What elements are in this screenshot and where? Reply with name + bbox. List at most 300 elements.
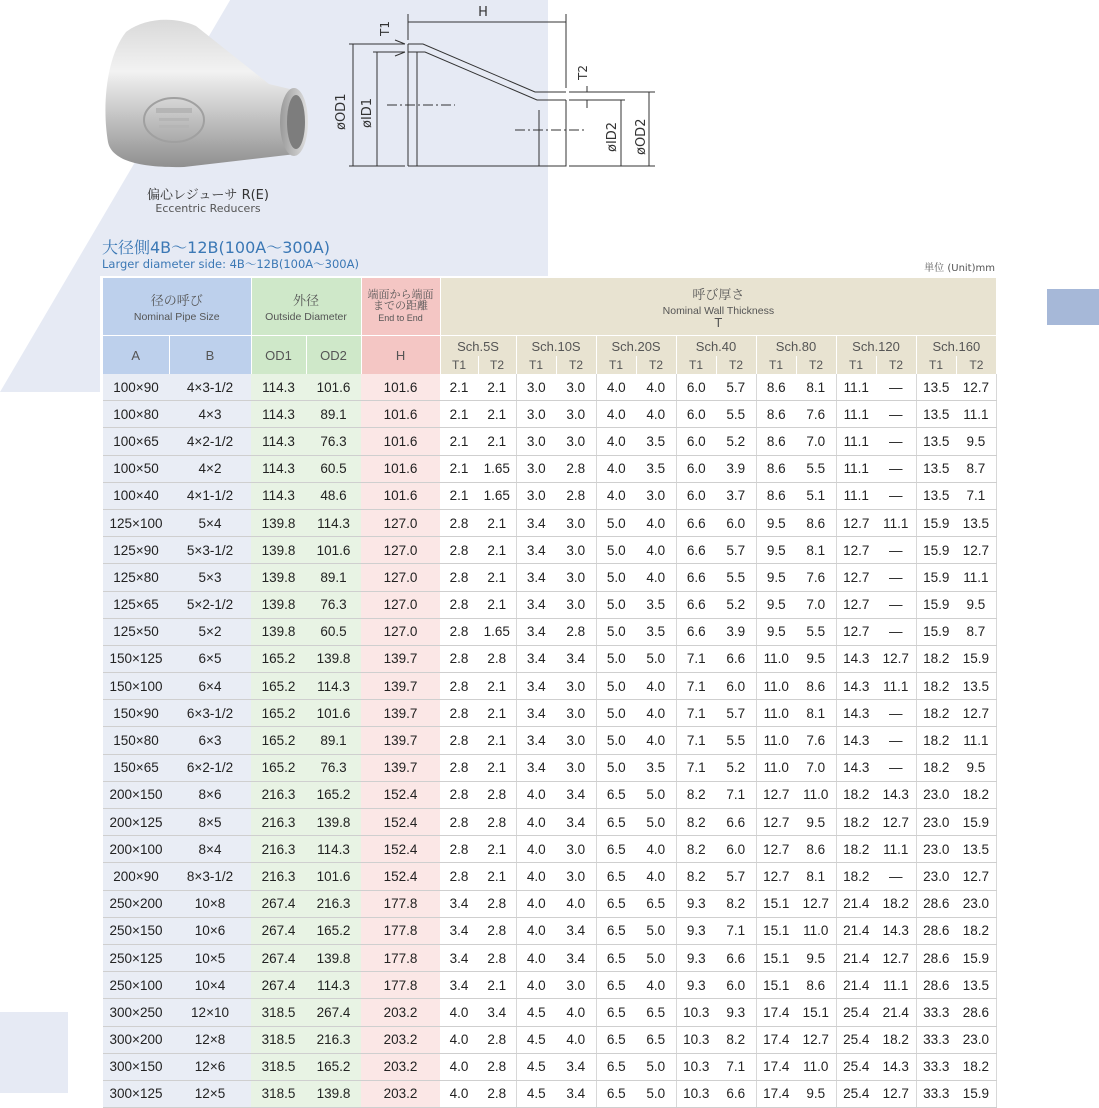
cell-wall-sch1-t2: 2.8: [556, 618, 596, 645]
cell-wall-sch3-t2: 7.1: [716, 1053, 756, 1080]
cell-h: 203.2: [361, 999, 440, 1026]
cell-wall-sch3-t1: 10.3: [676, 999, 716, 1026]
header-size-en: Nominal Pipe Size: [133, 311, 220, 323]
cell-size-a: 150×80: [103, 727, 169, 754]
cell-wall-sch2-t1: 5.0: [596, 509, 636, 536]
cell-wall-sch4-t2: 11.0: [796, 1053, 836, 1080]
cell-wall-sch3-t1: 6.6: [676, 509, 716, 536]
cell-wall-sch0-t1: 3.4: [440, 917, 478, 944]
cell-wall-sch2-t2: 4.0: [636, 836, 676, 863]
cell-size-a: 125×65: [103, 591, 169, 618]
cell-wall-sch0-t1: 2.8: [440, 836, 478, 863]
cell-size-b: 12×6: [169, 1053, 251, 1080]
cell-wall-sch0-t2: 2.8: [478, 944, 516, 971]
cell-wall-sch6-t1: 28.6: [916, 890, 956, 917]
cell-size-b: 10×5: [169, 944, 251, 971]
cell-wall-sch3-t1: 9.3: [676, 917, 716, 944]
product-caption-jp: 偏心レジューサ R(E): [147, 188, 269, 203]
cell-h: 152.4: [361, 781, 440, 808]
cell-od2: 139.8: [306, 809, 361, 836]
cell-wall-sch5-t2: 12.7: [876, 944, 916, 971]
cell-wall-sch0-t2: 3.4: [478, 999, 516, 1026]
cell-wall-sch6-t2: 15.9: [956, 944, 996, 971]
cell-wall-sch1-t2: 3.0: [556, 863, 596, 890]
cell-wall-sch5-t2: —: [876, 455, 916, 482]
cell-wall-sch6-t1: 28.6: [916, 944, 956, 971]
cell-wall-sch6-t2: 11.1: [956, 564, 996, 591]
table-row: [103, 944, 996, 971]
cell-od2: 165.2: [306, 917, 361, 944]
cell-wall-sch0-t1: 4.0: [440, 1026, 478, 1053]
cell-wall-sch3-t2: 5.7: [716, 374, 756, 401]
cell-wall-sch0-t1: 2.8: [440, 809, 478, 836]
cell-wall-sch4-t2: 8.1: [796, 700, 836, 727]
cell-wall-sch2-t2: 4.0: [636, 673, 676, 700]
cell-od1: 165.2: [251, 727, 306, 754]
table-row: [103, 1053, 996, 1080]
cell-wall-sch6-t1: 13.5: [916, 401, 956, 428]
cell-wall-sch2-t1: 6.5: [596, 1026, 636, 1053]
cell-od1: 165.2: [251, 700, 306, 727]
cell-wall-sch5-t1: 11.1: [836, 401, 876, 428]
cell-wall-sch1-t1: 3.4: [516, 537, 556, 564]
cell-wall-sch3-t2: 8.2: [716, 890, 756, 917]
cell-wall-sch6-t1: 18.2: [916, 673, 956, 700]
cell-wall-sch0-t2: 2.1: [478, 591, 516, 618]
cell-wall-sch2-t2: 3.0: [636, 482, 676, 509]
cell-wall-sch2-t1: 5.0: [596, 537, 636, 564]
cell-h: 101.6: [361, 428, 440, 455]
header-wall-t: T: [714, 315, 723, 330]
cell-size-a: 150×125: [103, 645, 169, 672]
cell-wall-sch0-t2: 2.1: [478, 374, 516, 401]
table-row: [103, 809, 996, 836]
cell-wall-sch3-t1: 8.2: [676, 781, 716, 808]
cell-wall-sch3-t2: 5.5: [716, 727, 756, 754]
section-title-en: Larger diameter side: 4B～12B(100A～300A): [102, 257, 359, 271]
cell-wall-sch4-t1: 9.5: [756, 618, 796, 645]
cell-wall-sch4-t1: 8.6: [756, 401, 796, 428]
cell-wall-sch5-t1: 25.4: [836, 1053, 876, 1080]
header-sch-5s: Sch.5S: [440, 336, 516, 357]
cell-wall-sch4-t2: 9.5: [796, 809, 836, 836]
header-t1-sch-5: T1: [836, 356, 876, 374]
table-row: [103, 618, 996, 645]
cell-size-a: 150×90: [103, 700, 169, 727]
table-row: [103, 700, 996, 727]
cell-wall-sch2-t1: 6.5: [596, 836, 636, 863]
cell-od2: 114.3: [306, 509, 361, 536]
table-row: [103, 564, 996, 591]
cell-wall-sch6-t2: 12.7: [956, 863, 996, 890]
cell-od2: 114.3: [306, 673, 361, 700]
cell-wall-sch2-t1: 6.5: [596, 781, 636, 808]
cell-wall-sch1-t2: 3.4: [556, 809, 596, 836]
cell-size-b: 4×2-1/2: [169, 428, 251, 455]
table-row: [103, 401, 996, 428]
cell-h: 139.7: [361, 727, 440, 754]
cell-wall-sch4-t2: 8.1: [796, 374, 836, 401]
cell-wall-sch4-t2: 12.7: [796, 1026, 836, 1053]
header-t2-sch-2: T2: [636, 356, 676, 374]
cell-size-a: 200×90: [103, 863, 169, 890]
cell-size-b: 6×5: [169, 645, 251, 672]
cell-size-a: 150×100: [103, 673, 169, 700]
cell-od1: 165.2: [251, 645, 306, 672]
cell-wall-sch6-t2: 12.7: [956, 537, 996, 564]
cell-wall-sch5-t2: 11.1: [876, 673, 916, 700]
cell-h: 127.0: [361, 537, 440, 564]
cell-wall-sch1-t2: 3.4: [556, 944, 596, 971]
cell-size-a: 300×200: [103, 1026, 169, 1053]
cell-size-b: 10×4: [169, 972, 251, 999]
cell-size-b: 6×2-1/2: [169, 754, 251, 781]
cell-wall-sch3-t1: 6.0: [676, 455, 716, 482]
cell-wall-sch4-t1: 11.0: [756, 754, 796, 781]
cell-wall-sch5-t2: —: [876, 618, 916, 645]
header-sch-120: Sch.120: [836, 336, 916, 357]
cell-od1: 216.3: [251, 836, 306, 863]
cell-wall-sch6-t1: 13.5: [916, 482, 956, 509]
cell-h: 101.6: [361, 374, 440, 401]
cell-wall-sch4-t2: 5.5: [796, 455, 836, 482]
cell-wall-sch0-t2: 1.65: [478, 482, 516, 509]
cell-wall-sch1-t2: 4.0: [556, 890, 596, 917]
cell-size-a: 125×100: [103, 509, 169, 536]
cell-od2: 216.3: [306, 1026, 361, 1053]
cell-wall-sch4-t1: 17.4: [756, 1026, 796, 1053]
cell-wall-sch5-t2: 11.1: [876, 836, 916, 863]
header-t2-sch-3: T2: [716, 356, 756, 374]
cell-od1: 114.3: [251, 401, 306, 428]
header-sch-20s: Sch.20S: [596, 336, 676, 357]
cell-wall-sch0-t1: 2.8: [440, 781, 478, 808]
cell-od1: 114.3: [251, 428, 306, 455]
cell-wall-sch0-t1: 3.4: [440, 944, 478, 971]
cell-wall-sch0-t1: 2.8: [440, 673, 478, 700]
cell-size-b: 8×6: [169, 781, 251, 808]
cell-wall-sch6-t2: 23.0: [956, 1026, 996, 1053]
cell-wall-sch2-t1: 5.0: [596, 754, 636, 781]
cell-wall-sch1-t1: 4.0: [516, 944, 556, 971]
cell-wall-sch1-t2: 3.0: [556, 509, 596, 536]
cell-wall-sch3-t1: 9.3: [676, 890, 716, 917]
cell-od2: 76.3: [306, 428, 361, 455]
cell-wall-sch1-t1: 3.4: [516, 754, 556, 781]
cell-wall-sch2-t1: 6.5: [596, 1080, 636, 1107]
cell-wall-sch5-t2: 14.3: [876, 781, 916, 808]
cell-wall-sch0-t1: 2.8: [440, 618, 478, 645]
cell-wall-sch0-t2: 2.8: [478, 917, 516, 944]
cell-wall-sch6-t2: 8.7: [956, 618, 996, 645]
cell-size-a: 125×90: [103, 537, 169, 564]
cell-h: 139.7: [361, 673, 440, 700]
table-row: [103, 727, 996, 754]
cell-wall-sch5-t2: —: [876, 537, 916, 564]
cell-od1: 216.3: [251, 863, 306, 890]
cell-wall-sch3-t2: 5.2: [716, 754, 756, 781]
cell-wall-sch4-t2: 7.0: [796, 754, 836, 781]
cell-od2: 101.6: [306, 374, 361, 401]
cell-od2: 76.3: [306, 591, 361, 618]
cell-wall-sch1-t2: 4.0: [556, 999, 596, 1026]
header-sch-10s: Sch.10S: [516, 336, 596, 357]
cell-wall-sch4-t1: 15.1: [756, 972, 796, 999]
header-t2-sch-1: T2: [556, 356, 596, 374]
cell-wall-sch0-t2: 1.65: [478, 618, 516, 645]
cell-wall-sch4-t2: 7.6: [796, 564, 836, 591]
cell-od2: 267.4: [306, 999, 361, 1026]
cell-wall-sch0-t1: 3.4: [440, 890, 478, 917]
header-col-h: H: [361, 336, 440, 375]
cell-wall-sch1-t2: 3.4: [556, 1053, 596, 1080]
cell-wall-sch1-t2: 4.0: [556, 1026, 596, 1053]
cell-od2: 60.5: [306, 618, 361, 645]
cell-wall-sch4-t1: 9.5: [756, 591, 796, 618]
cell-wall-sch1-t2: 3.0: [556, 727, 596, 754]
header-wall-thickness: [440, 278, 996, 336]
cell-wall-sch6-t1: 15.9: [916, 618, 956, 645]
cell-wall-sch2-t2: 4.0: [636, 509, 676, 536]
cell-od1: 216.3: [251, 781, 306, 808]
cell-wall-sch2-t1: 6.5: [596, 1053, 636, 1080]
cell-wall-sch1-t1: 3.4: [516, 591, 556, 618]
cell-wall-sch6-t2: 15.9: [956, 809, 996, 836]
header-sch-80: Sch.80: [756, 336, 836, 357]
header-t1-sch-3: T1: [676, 356, 716, 374]
side-tab-marker: [1047, 289, 1099, 325]
cell-wall-sch6-t2: 15.9: [956, 645, 996, 672]
cell-wall-sch1-t2: 2.8: [556, 482, 596, 509]
cell-wall-sch5-t2: 18.2: [876, 890, 916, 917]
cell-wall-sch6-t2: 13.5: [956, 972, 996, 999]
cell-wall-sch6-t1: 23.0: [916, 836, 956, 863]
cell-wall-sch2-t2: 4.0: [636, 564, 676, 591]
cell-wall-sch3-t2: 5.7: [716, 537, 756, 564]
cell-wall-sch0-t2: 2.1: [478, 509, 516, 536]
cell-od2: 114.3: [306, 836, 361, 863]
cell-h: 127.0: [361, 564, 440, 591]
cell-wall-sch5-t1: 21.4: [836, 890, 876, 917]
cell-wall-sch0-t1: 2.1: [440, 455, 478, 482]
cell-wall-sch4-t1: 8.6: [756, 482, 796, 509]
cell-od1: 139.8: [251, 618, 306, 645]
table-row: [103, 863, 996, 890]
cell-wall-sch5-t1: 18.2: [836, 809, 876, 836]
cell-wall-sch5-t2: 18.2: [876, 1026, 916, 1053]
cell-wall-sch0-t2: 2.8: [478, 1053, 516, 1080]
cell-wall-sch0-t2: 2.1: [478, 836, 516, 863]
cell-wall-sch2-t1: 5.0: [596, 727, 636, 754]
header-wall-jp: 呼び厚さ: [692, 287, 745, 302]
cell-wall-sch1-t1: 4.0: [516, 836, 556, 863]
cell-size-a: 300×150: [103, 1053, 169, 1080]
cell-wall-sch6-t2: 28.6: [956, 999, 996, 1026]
cell-od1: 139.8: [251, 564, 306, 591]
cell-wall-sch4-t2: 9.5: [796, 1080, 836, 1107]
cell-wall-sch5-t1: 12.7: [836, 591, 876, 618]
header-t1-sch-6: T1: [916, 356, 956, 374]
cell-wall-sch4-t1: 11.0: [756, 700, 796, 727]
cell-wall-sch3-t2: 6.0: [716, 836, 756, 863]
cell-wall-sch2-t2: 3.5: [636, 754, 676, 781]
cell-wall-sch4-t2: 7.6: [796, 401, 836, 428]
cell-wall-sch2-t2: 5.0: [636, 781, 676, 808]
cell-wall-sch4-t1: 12.7: [756, 809, 796, 836]
cell-size-b: 6×3-1/2: [169, 700, 251, 727]
cell-od1: 318.5: [251, 1026, 306, 1053]
cell-wall-sch6-t2: 12.7: [956, 700, 996, 727]
cell-od2: 101.6: [306, 700, 361, 727]
cell-wall-sch3-t1: 9.3: [676, 944, 716, 971]
cell-wall-sch2-t2: 6.5: [636, 999, 676, 1026]
cell-size-a: 200×125: [103, 809, 169, 836]
cell-size-b: 4×3-1/2: [169, 374, 251, 401]
cell-wall-sch5-t1: 12.7: [836, 509, 876, 536]
cell-wall-sch3-t1: 6.0: [676, 428, 716, 455]
cell-size-b: 12×8: [169, 1026, 251, 1053]
cell-h: 152.4: [361, 863, 440, 890]
cell-wall-sch0-t1: 2.1: [440, 401, 478, 428]
cell-wall-sch6-t1: 23.0: [916, 781, 956, 808]
cell-wall-sch4-t2: 8.6: [796, 972, 836, 999]
cell-wall-sch6-t1: 15.9: [916, 509, 956, 536]
header-col-od1: OD1: [251, 336, 306, 375]
cell-wall-sch1-t2: 3.0: [556, 836, 596, 863]
cell-wall-sch5-t1: 18.2: [836, 781, 876, 808]
cell-wall-sch4-t1: 15.1: [756, 917, 796, 944]
cell-wall-sch3-t1: 10.3: [676, 1053, 716, 1080]
cell-size-b: 6×3: [169, 727, 251, 754]
cell-od1: 139.8: [251, 509, 306, 536]
table-row: [103, 890, 996, 917]
cell-size-b: 6×4: [169, 673, 251, 700]
cell-h: 177.8: [361, 944, 440, 971]
cell-wall-sch4-t2: 8.6: [796, 509, 836, 536]
header-sch-40: Sch.40: [676, 336, 756, 357]
cell-wall-sch0-t2: 2.1: [478, 754, 516, 781]
cell-wall-sch2-t2: 5.0: [636, 944, 676, 971]
cell-wall-sch3-t2: 5.7: [716, 863, 756, 890]
cell-wall-sch6-t2: 7.1: [956, 482, 996, 509]
cell-wall-sch3-t2: 6.0: [716, 972, 756, 999]
cell-wall-sch6-t2: 23.0: [956, 890, 996, 917]
cell-wall-sch2-t1: 6.5: [596, 809, 636, 836]
cell-size-b: 5×2: [169, 618, 251, 645]
cell-od2: 139.8: [306, 645, 361, 672]
cell-h: 127.0: [361, 591, 440, 618]
cell-wall-sch6-t2: 13.5: [956, 673, 996, 700]
cell-h: 139.7: [361, 645, 440, 672]
cell-h: 139.7: [361, 700, 440, 727]
cell-wall-sch2-t1: 5.0: [596, 700, 636, 727]
cell-wall-sch0-t1: 4.0: [440, 999, 478, 1026]
cell-wall-sch5-t2: 12.7: [876, 645, 916, 672]
cell-wall-sch4-t2: 12.7: [796, 890, 836, 917]
dim-od2-label: øOD2: [634, 118, 649, 155]
cell-h: 139.7: [361, 754, 440, 781]
cell-od1: 267.4: [251, 972, 306, 999]
cell-wall-sch4-t2: 11.0: [796, 917, 836, 944]
cell-wall-sch3-t2: 5.2: [716, 591, 756, 618]
cell-wall-sch6-t2: 13.5: [956, 509, 996, 536]
table-row: [103, 591, 996, 618]
table-row: [103, 455, 996, 482]
cell-wall-sch5-t1: 18.2: [836, 836, 876, 863]
cell-wall-sch6-t1: 23.0: [916, 863, 956, 890]
cell-wall-sch3-t2: 5.5: [716, 401, 756, 428]
cell-wall-sch1-t1: 3.4: [516, 645, 556, 672]
cell-od2: 139.8: [306, 1080, 361, 1107]
cell-wall-sch6-t1: 13.5: [916, 374, 956, 401]
cell-size-b: 8×4: [169, 836, 251, 863]
cell-wall-sch3-t1: 6.6: [676, 537, 716, 564]
cell-od2: 216.3: [306, 890, 361, 917]
section-title-jp: 大径側4B～12B(100A～300A): [102, 238, 330, 257]
cell-size-b: 5×3: [169, 564, 251, 591]
dim-t2-label: T2: [576, 65, 590, 80]
cell-wall-sch5-t2: —: [876, 482, 916, 509]
cell-wall-sch2-t2: 4.0: [636, 374, 676, 401]
cell-size-b: 5×2-1/2: [169, 591, 251, 618]
cell-h: 203.2: [361, 1026, 440, 1053]
cell-size-b: 4×3: [169, 401, 251, 428]
cell-wall-sch0-t1: 4.0: [440, 1053, 478, 1080]
cell-wall-sch6-t2: 9.5: [956, 591, 996, 618]
cell-wall-sch0-t2: 2.8: [478, 645, 516, 672]
cell-wall-sch4-t1: 12.7: [756, 836, 796, 863]
cell-wall-sch6-t2: 11.1: [956, 727, 996, 754]
cell-wall-sch5-t1: 12.7: [836, 564, 876, 591]
cell-od2: 60.5: [306, 455, 361, 482]
cell-wall-sch1-t1: 3.0: [516, 374, 556, 401]
cell-wall-sch0-t1: 2.1: [440, 482, 478, 509]
cell-wall-sch0-t2: 2.1: [478, 863, 516, 890]
cell-wall-sch1-t1: 4.0: [516, 863, 556, 890]
table-row: [103, 673, 996, 700]
cell-wall-sch2-t2: 4.0: [636, 537, 676, 564]
cell-wall-sch1-t1: 3.0: [516, 401, 556, 428]
header-t2-sch-0: T2: [478, 356, 516, 374]
cell-wall-sch6-t1: 15.9: [916, 564, 956, 591]
cell-wall-sch3-t2: 7.1: [716, 917, 756, 944]
cell-h: 177.8: [361, 890, 440, 917]
cell-wall-sch5-t1: 21.4: [836, 944, 876, 971]
unit-label: 単位 (Unit)mm: [924, 263, 995, 274]
cell-wall-sch0-t2: 2.1: [478, 673, 516, 700]
cell-od2: 76.3: [306, 754, 361, 781]
cell-h: 203.2: [361, 1080, 440, 1107]
cell-wall-sch2-t2: 3.5: [636, 428, 676, 455]
cell-wall-sch5-t2: —: [876, 401, 916, 428]
cell-wall-sch5-t1: 11.1: [836, 482, 876, 509]
cell-wall-sch5-t1: 14.3: [836, 700, 876, 727]
cell-wall-sch6-t2: 9.5: [956, 754, 996, 781]
cell-wall-sch1-t2: 3.0: [556, 537, 596, 564]
cell-wall-sch0-t1: 2.8: [440, 863, 478, 890]
cell-wall-sch1-t2: 3.4: [556, 917, 596, 944]
header-wall-en: Nominal Wall Thickness: [662, 305, 775, 317]
cell-wall-sch1-t1: 4.5: [516, 999, 556, 1026]
header-t1-sch-0: T1: [440, 356, 478, 374]
cell-size-a: 200×150: [103, 781, 169, 808]
cell-wall-sch2-t2: 6.5: [636, 1026, 676, 1053]
cell-wall-sch3-t2: 3.9: [716, 618, 756, 645]
cell-size-a: 250×100: [103, 972, 169, 999]
cell-od2: 48.6: [306, 482, 361, 509]
cell-h: 177.8: [361, 972, 440, 999]
header-od-en: Outside Diameter: [265, 311, 347, 323]
